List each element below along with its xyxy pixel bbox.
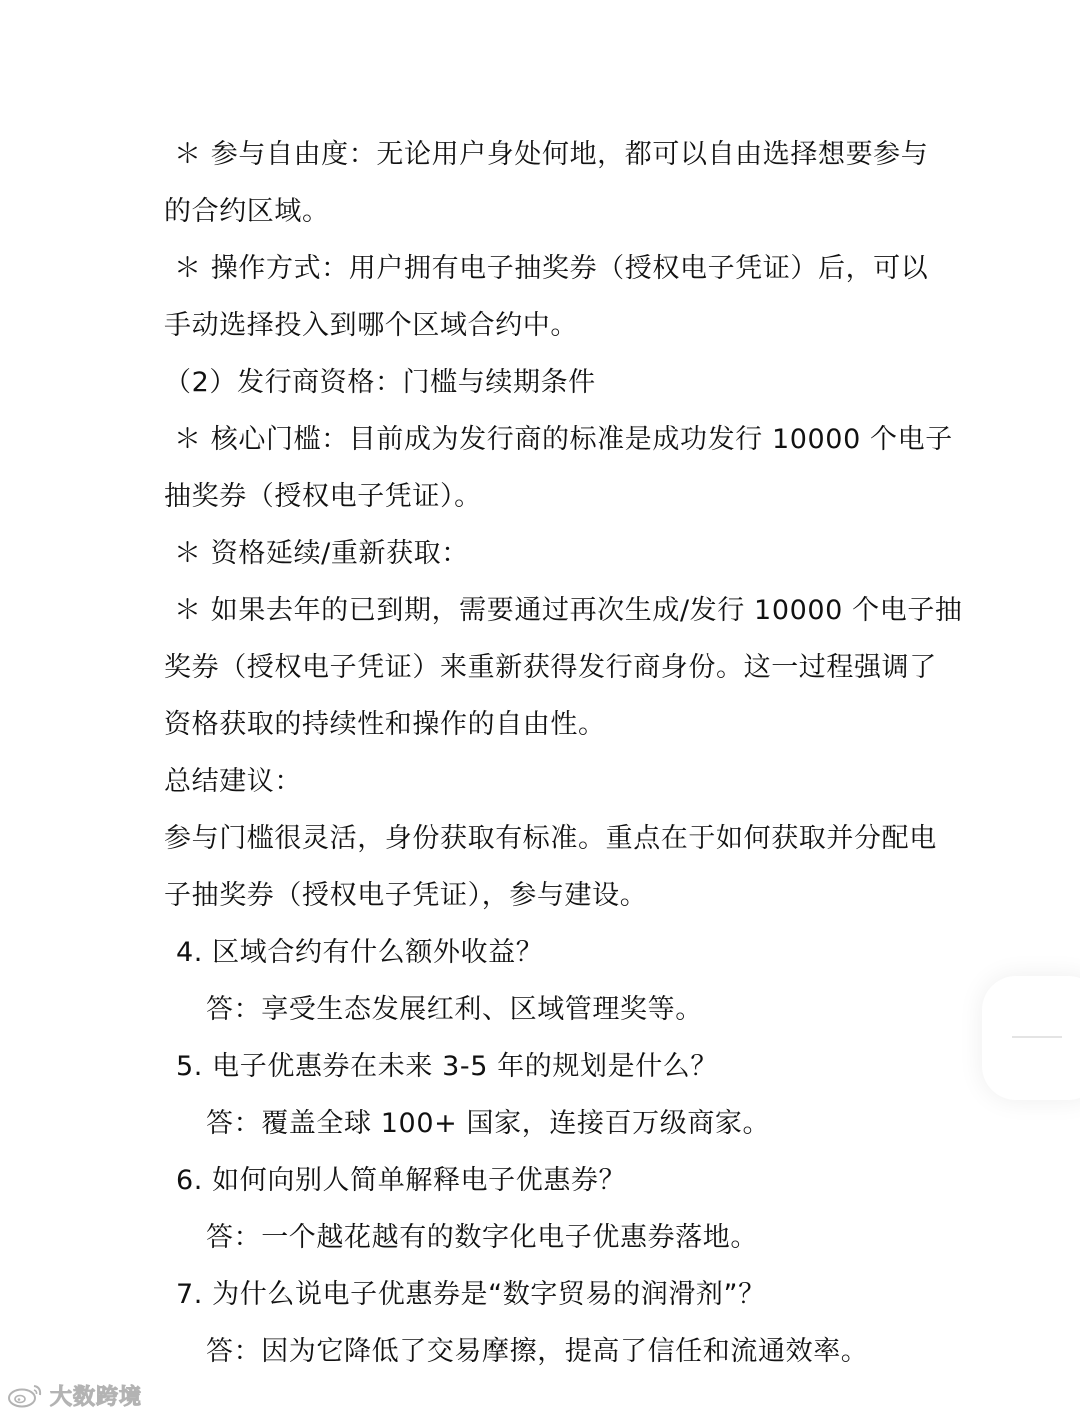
faq-answer: 答：享受生态发展红利、区域管理奖等。 (206, 994, 703, 1025)
text-line: 参与门槛很灵活，身份获取有标准。重点在于如何获取并分配电 (164, 823, 937, 854)
weibo-logo-icon (6, 1382, 46, 1408)
faq-question: 5. 电子优惠券在未来 3-5 年的规划是什么？ (176, 1051, 719, 1082)
text-line: 抽奖券（授权电子凭证）。 (164, 481, 482, 512)
side-drawer-handle[interactable] (982, 976, 1080, 1100)
text-line: 子抽奖券（授权电子凭证），参与建设。 (164, 880, 648, 911)
text-line: ＊ 核心门槛：目前成为发行商的标准是成功发行 10000 个电子 (174, 424, 953, 455)
faq-answer: 答：一个越花越有的数字化电子优惠券落地。 (206, 1222, 758, 1253)
text-line: ＊ 资格延续/重新获取： (174, 538, 469, 569)
faq-question: 4. 区域合约有什么额外收益？ (176, 937, 544, 968)
text-line: ＊ 操作方式：用户拥有电子抽奖券（授权电子凭证）后，可以 (174, 253, 929, 284)
faq-question: 6. 如何向别人简单解释电子优惠券？ (176, 1165, 627, 1196)
handle-bar (1012, 1036, 1062, 1038)
faq-answer: 答：因为它降低了交易摩擦，提高了信任和流通效率。 (206, 1336, 869, 1367)
text-line: 手动选择投入到哪个区域合约中。 (164, 310, 578, 341)
watermark-text: 大数跨境 (50, 1384, 143, 1410)
text-line: 资格获取的持续性和操作的自由性。 (164, 709, 606, 740)
text-line: ＊ 如果去年的已到期，需要通过再次生成/发行 10000 个电子抽 (174, 595, 963, 626)
text-line: 的合约区域。 (164, 196, 330, 227)
watermark (6, 1378, 142, 1412)
text-line: ＊ 参与自由度：无论用户身处何地，都可以自由选择想要参与 (174, 139, 929, 170)
faq-question: 7. 为什么说电子优惠券是“数字贸易的润滑剂”？ (176, 1279, 766, 1310)
text-line: 奖券（授权电子凭证）来重新获得发行商身份。这一过程强调了 (164, 652, 937, 683)
summary-heading: 总结建议： (164, 766, 302, 797)
section-heading: （2）发行商资格：门槛与续期条件 (164, 367, 596, 398)
faq-answer: 答：覆盖全球 100+ 国家，连接百万级商家。 (206, 1108, 771, 1139)
